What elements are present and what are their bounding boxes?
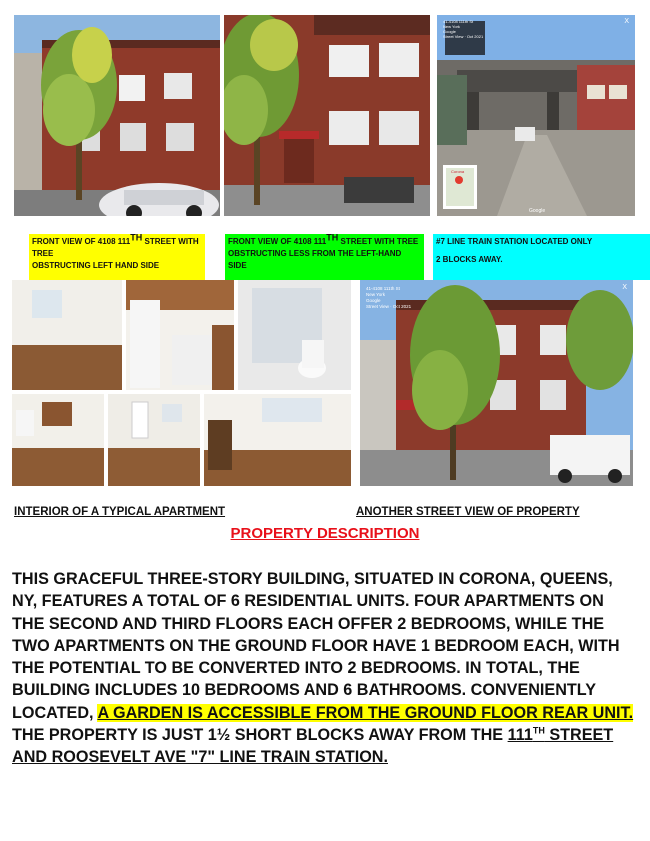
caption-front-view-center <box>225 234 424 280</box>
train-station-streetview-photo <box>437 15 635 216</box>
streetview2-address: 41-4108 111th St <box>366 286 400 291</box>
caption-train-line2: 2 BLOCKS AWAY. <box>436 255 503 264</box>
caption-train-station <box>433 234 650 280</box>
caption-front-less-line1: FRONT VIEW OF 4108 111 <box>228 237 327 246</box>
description-part2: THE PROPERTY IS JUST 1½ SHORT BLOCKS AWAY FROM THE <box>12 726 508 745</box>
caption-front-left-line2: OBSTRUCTING LEFT HAND SIDE <box>32 261 160 270</box>
interior-collage-photo <box>12 280 351 486</box>
caption-train-line1: #7 LINE TRAIN STATION LOCATED ONLY <box>436 237 593 246</box>
caption-front-less-sup: TH <box>326 232 339 243</box>
close-icon[interactable]: X <box>624 18 629 25</box>
streetview-overlay-card <box>443 19 489 39</box>
description-street-sup: TH <box>532 725 545 736</box>
page-title: PROPERTY DESCRIPTION <box>230 525 420 542</box>
streetview2-brand: Google <box>366 298 381 303</box>
description-highlight: A GARDEN IS ACCESSIBLE FROM THE GROUND FLOOR REAR UNIT. <box>97 703 634 722</box>
streetview2-overlay-card <box>366 286 420 310</box>
streetview-watermark: Google <box>529 208 546 214</box>
streetview-date: Street View · Oct 2021 <box>443 34 484 39</box>
streetview-city: New York <box>443 24 460 29</box>
streetview-address: 41-4108 111th St <box>443 19 474 24</box>
caption-front-view-left <box>29 234 205 280</box>
label-interior: INTERIOR OF A TYPICAL APARTMENT <box>14 506 226 518</box>
caption-front-left-line1: FRONT VIEW OF 4108 111 <box>32 237 131 246</box>
second-street-view-photo <box>360 280 633 486</box>
caption-front-less-line1-end: STREET WITH TREE <box>338 237 419 246</box>
streetview2-date: Street View · Oct 2021 <box>366 304 412 309</box>
streetview2-city: New York <box>366 292 386 297</box>
front-view-photo-left <box>14 15 220 216</box>
label-street-view: ANOTHER STREET VIEW OF PROPERTY <box>356 506 580 518</box>
description-street-number <box>508 726 545 744</box>
description-part1: THIS GRACEFUL THREE-STORY BUILDING, SITUATED IN CORONA, QUEENS, NY, FEATURES A TOTAL OF 6 RESIDENTIAL UNITS. FOUR APARTMENTS ON THE SECOND AND THIRD FLOORS EACH OFFER 2 BEDROOMS, WHILE THE TWO APARTMENTS ON THE GROUND FLOOR HAVE 1 BEDROOM EACH, WITH THE POTENTIAL TO BE CONVERTED INTO 2 BEDROOMS. IN TOTAL, THE BUILDING INCLUDES 10 BEDROOMS AND 6 BATHROOMS. CONVENIENTLY LOCATED, <box>12 570 620 722</box>
streetview-brand: Google <box>443 29 456 34</box>
front-view-photo-center <box>224 15 430 216</box>
caption-front-left-line1-end: STREET WITH TREE <box>32 237 199 258</box>
description-street-num: 111 <box>507 726 533 745</box>
streetview-map-pin-label: Corona <box>451 169 465 174</box>
close-icon[interactable]: X <box>622 284 627 291</box>
caption-front-less-line2: OBSTRUCTING LESS FROM THE LEFT-HAND SIDE <box>228 249 402 270</box>
property-description <box>12 568 640 769</box>
description-part3: STREET AND ROOSEVELT AVE "7" LINE TRAIN STATION. <box>12 726 614 767</box>
caption-front-left-sup: TH <box>130 232 143 243</box>
